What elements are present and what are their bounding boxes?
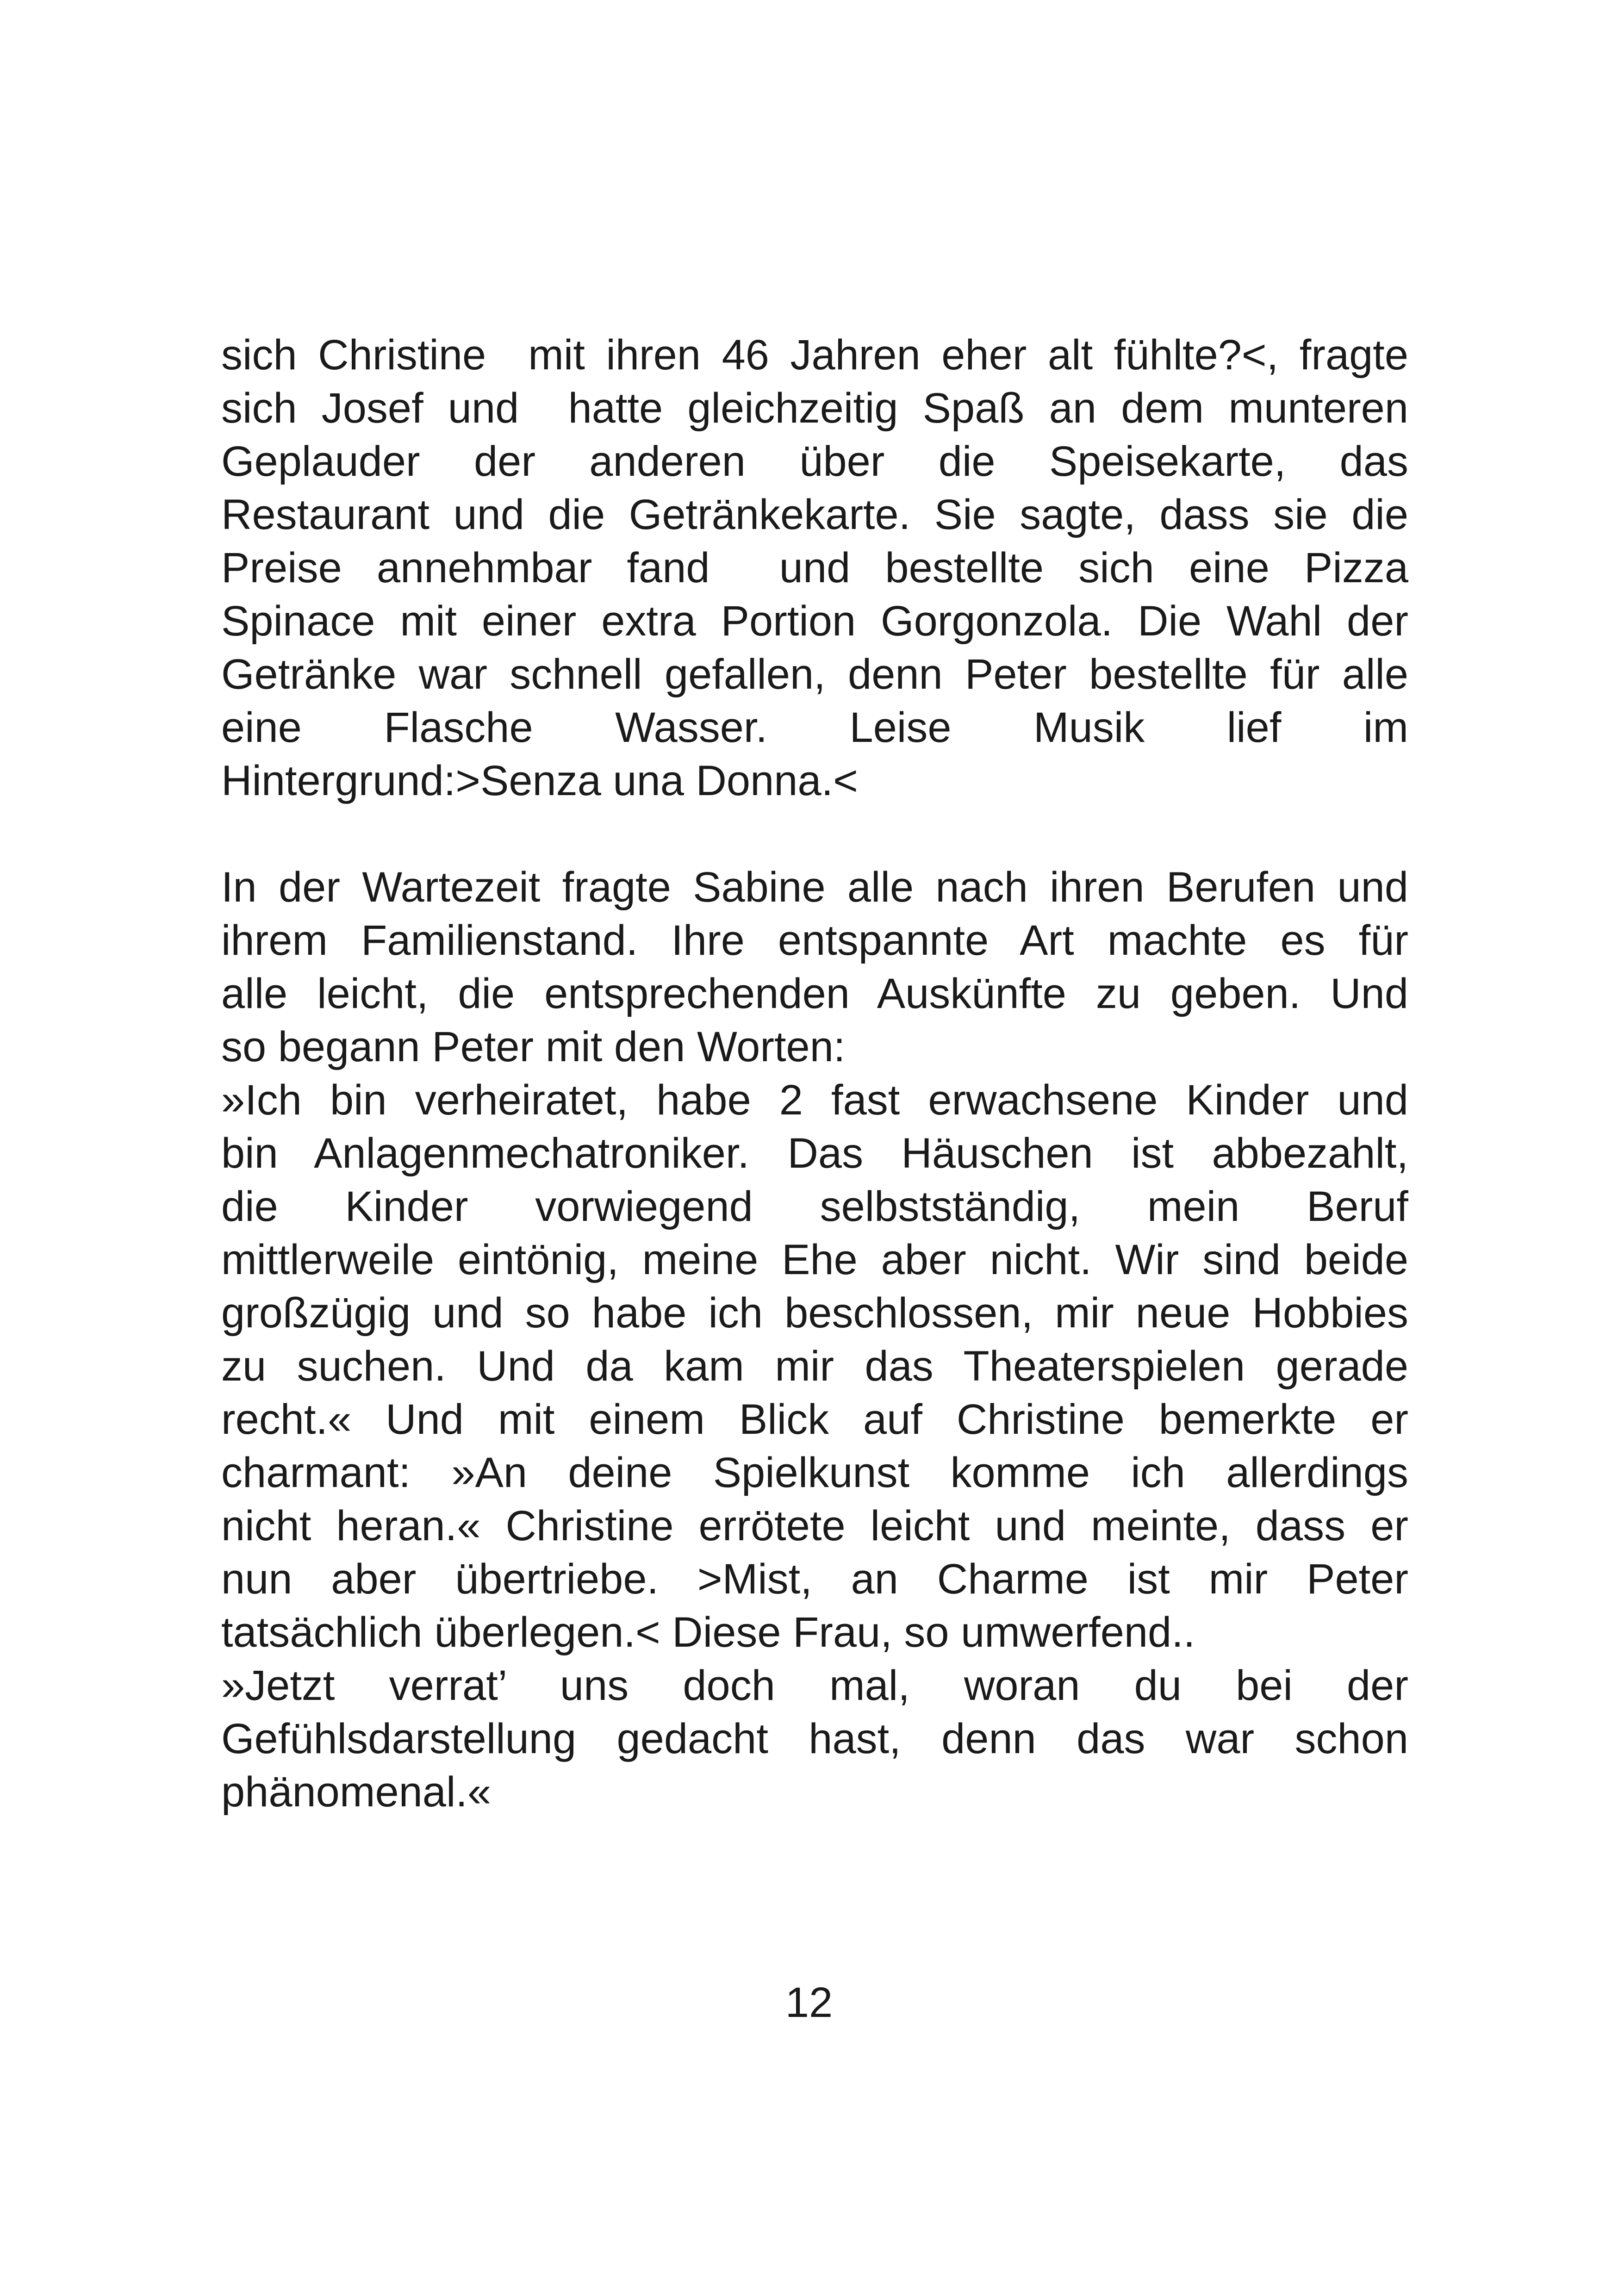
text-line: Gefühlsdarstellung gedacht hast, denn das war schon	[221, 1715, 1408, 1762]
text-line: charmant: »An deine Spielkunst komme ich allerdings	[221, 1449, 1408, 1496]
text-line: mittlerweile eintönig, meine Ehe aber nicht. Wir sind beide	[221, 1236, 1408, 1283]
text-line: die Kinder vorwiegend selbstständig, mein Beruf	[221, 1183, 1408, 1230]
text-line: nun aber übertriebe. >Mist, an Charme ist mir Peter	[221, 1556, 1408, 1603]
text-line: großzügig und so habe ich beschlossen, mir neue Hobbies	[221, 1289, 1408, 1337]
text-line: Spinace mit einer extra Portion Gorgonzola. Die Wahl der	[221, 597, 1408, 645]
text-line: bin Anlagenmechatroniker. Das Häuschen ist abbezahlt,	[221, 1130, 1408, 1177]
text-line: tatsächlich überlegen.< Diese Frau, so umwerfend..	[221, 1609, 1195, 1656]
page-number: 12	[785, 1979, 833, 2026]
text-line: In der Wartezeit fragte Sabine alle nach ihren Berufen und	[221, 864, 1408, 911]
text-line: »Ich bin verheiratet, habe 2 fast erwachsene Kinder und	[221, 1076, 1408, 1124]
text-line: Getränke war schnell gefallen, denn Peter bestellte für alle	[221, 651, 1408, 698]
text-line: sich Josef und hatte gleichzeitig Spaß an dem munteren	[221, 385, 1408, 432]
paragraph-2	[221, 861, 1408, 1819]
text-line: phänomenal.«	[221, 1768, 492, 1816]
text-line: so begann Peter mit den Worten:	[221, 1023, 846, 1070]
text-line: zu suchen. Und da kam mir das Theaterspielen gerade	[221, 1343, 1408, 1390]
text-line: alle leicht, die entsprechenden Auskünfte zu geben. Und	[221, 970, 1408, 1017]
text-line: Geplauder der anderen über die Speisekarte, das	[221, 438, 1408, 485]
text-line: ihrem Familienstand. Ihre entspannte Art machte es für	[221, 917, 1408, 964]
paragraph-1	[221, 329, 1408, 808]
text-line: Restaurant und die Getränkekarte. Sie sagte, dass sie die	[221, 491, 1408, 538]
text-line: recht.« Und mit einem Blick auf Christine bemerkte er	[221, 1396, 1408, 1443]
text-line: »Jetzt verrat’ uns doch mal, woran du bei der	[221, 1662, 1408, 1709]
text-line: Preise annehmbar fand und bestellte sich eine Pizza	[221, 544, 1408, 591]
text-line: eine Flasche Wasser. Leise Musik lief im	[221, 704, 1408, 751]
text-line: nicht heran.« Christine errötete leicht und meinte, dass er	[221, 1502, 1408, 1549]
text-line: sich Christine mit ihren 46 Jahren eher alt fühlte?<, fragte	[221, 331, 1408, 379]
text-line: Hintergrund:>Senza una Donna.<	[221, 757, 858, 804]
